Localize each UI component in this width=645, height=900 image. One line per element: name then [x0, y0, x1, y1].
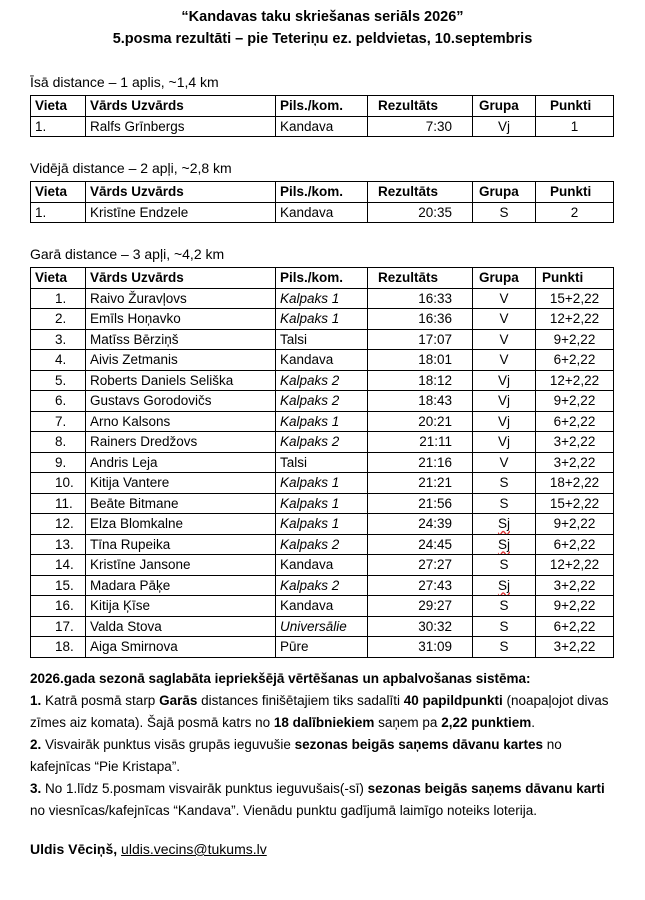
result-cell: 21:11: [368, 432, 473, 453]
column-header: Grupa: [473, 96, 536, 117]
note-3-number: 3.: [30, 781, 42, 796]
points-cell: 15+2,22: [536, 493, 614, 514]
table-header-row: [31, 268, 614, 289]
place-cell: 14.: [31, 555, 86, 576]
name-cell: Aivis Zetmanis: [86, 350, 276, 371]
club-cell: Kalpaks 1: [276, 493, 368, 514]
club-cell: Kandava: [276, 350, 368, 371]
table-row: [31, 493, 614, 514]
group-cell: V: [473, 350, 536, 371]
group-cell: Vj: [473, 432, 536, 453]
table-row: [31, 350, 614, 371]
club-cell: Kandava: [276, 202, 368, 223]
result-cell: 7:30: [368, 116, 473, 137]
name-cell: Elza Blomkalne: [86, 514, 276, 535]
note-1-text-a: Katrā posmā starp: [41, 693, 160, 708]
group-value: Sj: [497, 536, 510, 552]
group-cell: S: [473, 596, 536, 617]
place-cell: 17.: [31, 616, 86, 637]
result-cell: 31:09: [368, 637, 473, 658]
note-1-text-b: Garās: [159, 693, 198, 708]
points-cell: 3+2,22: [536, 432, 614, 453]
table-row: [31, 432, 614, 453]
points-cell: 12+2,22: [536, 370, 614, 391]
table-row: [31, 288, 614, 309]
result-cell: 24:39: [368, 514, 473, 535]
name-cell: Rainers Dredžovs: [86, 432, 276, 453]
club-cell: Pūre: [276, 637, 368, 658]
result-cell: 21:21: [368, 473, 473, 494]
club-cell: Kalpaks 2: [276, 432, 368, 453]
table-row: [31, 452, 614, 473]
note-1: [30, 690, 620, 734]
result-cell: 17:07: [368, 329, 473, 350]
club-cell: Kandava: [276, 555, 368, 576]
medium-distance-table: [30, 181, 614, 223]
long-distance-title: Garā distance – 3 apļi, ~4,2 km: [30, 246, 225, 262]
column-header: Vieta: [31, 268, 86, 289]
note-3-text-c: no viesnīcas/kafejnīcas “Kandava”. Vienādu punktu gadījumā laimīgo noteiks loterija.: [30, 803, 538, 818]
group-cell: Vj: [473, 391, 536, 412]
points-cell: 12+2,22: [536, 555, 614, 576]
column-header: Pils./kom.: [276, 268, 368, 289]
note-1-text-f: 18 dalībniekiem: [273, 715, 375, 730]
name-cell: Kristīne Jansone: [86, 555, 276, 576]
note-1-text-c: distances finišētajiem tiks sadalīti: [197, 693, 404, 708]
place-cell: 11.: [31, 493, 86, 514]
points-cell: 9+2,22: [536, 596, 614, 617]
points-cell: 1: [536, 116, 614, 137]
points-cell: 18+2,22: [536, 473, 614, 494]
name-cell: Kitija Vantere: [86, 473, 276, 494]
name-cell: Aiga Smirnova: [86, 637, 276, 658]
column-header: Vārds Uzvārds: [86, 182, 276, 203]
column-header: Vieta: [31, 96, 86, 117]
table-row: [31, 534, 614, 555]
group-cell: V: [473, 329, 536, 350]
points-cell: 3+2,22: [536, 575, 614, 596]
points-cell: 2: [536, 202, 614, 223]
points-cell: 3+2,22: [536, 637, 614, 658]
group-cell: S: [473, 493, 536, 514]
points-cell: 9+2,22: [536, 329, 614, 350]
club-cell: Kalpaks 2: [276, 391, 368, 412]
place-cell: 1.: [31, 116, 86, 137]
scoring-notes: [30, 668, 620, 822]
place-cell: 10.: [31, 473, 86, 494]
place-cell: 8.: [31, 432, 86, 453]
group-cell: Vj: [473, 370, 536, 391]
table-row: [31, 202, 614, 223]
club-cell: Kandava: [276, 596, 368, 617]
name-cell: Kitija Ķīse: [86, 596, 276, 617]
column-header: Vārds Uzvārds: [86, 268, 276, 289]
name-cell: Ralfs Grīnbergs: [86, 116, 276, 137]
short-distance-title: Īsā distance – 1 aplis, ~1,4 km: [30, 74, 219, 90]
place-cell: 6.: [31, 391, 86, 412]
table-row: [31, 391, 614, 412]
long-distance-table: [30, 267, 614, 658]
notes-heading: 2026.gada sezonā saglabāta iepriekšējā vērtēšanas un apbalvošanas sistēma:: [30, 671, 531, 686]
note-3: [30, 778, 620, 822]
note-1-text-g: saņem pa: [374, 715, 442, 730]
result-cell: 20:21: [368, 411, 473, 432]
note-2-text-c: no kafejnīcas “Pie Kristapa”.: [30, 737, 562, 774]
column-header: Pils./kom.: [276, 96, 368, 117]
table-row: [31, 116, 614, 137]
points-cell: 15+2,22: [536, 288, 614, 309]
author-name: Uldis Vēciņš,: [30, 841, 118, 857]
club-cell: Talsi: [276, 329, 368, 350]
points-cell: 9+2,22: [536, 391, 614, 412]
group-value: Sj: [497, 577, 510, 593]
group-cell: V: [473, 452, 536, 473]
note-2: [30, 734, 620, 778]
place-cell: 16.: [31, 596, 86, 617]
points-cell: 6+2,22: [536, 350, 614, 371]
group-cell: S: [473, 637, 536, 658]
table-header-row: [31, 182, 614, 203]
table-row: [31, 473, 614, 494]
club-cell: Talsi: [276, 452, 368, 473]
note-3-text-b: sezonas beigās saņems dāvanu karti: [367, 781, 605, 796]
place-cell: 15.: [31, 575, 86, 596]
club-cell: Universālie: [276, 616, 368, 637]
note-1-text-d: 40 papildpunkti: [403, 693, 503, 708]
name-cell: Madara Pāķe: [86, 575, 276, 596]
group-cell: S: [473, 202, 536, 223]
table-row: [31, 514, 614, 535]
result-cell: 21:56: [368, 493, 473, 514]
name-cell: Matīss Bērziņš: [86, 329, 276, 350]
group-cell: S: [473, 616, 536, 637]
group-cell: V: [473, 309, 536, 330]
points-cell: 3+2,22: [536, 452, 614, 473]
column-header: Vieta: [31, 182, 86, 203]
place-cell: 2.: [31, 309, 86, 330]
name-cell: Beāte Bitmane: [86, 493, 276, 514]
group-cell: Vj: [473, 116, 536, 137]
result-cell: 24:45: [368, 534, 473, 555]
note-1-number: 1.: [30, 693, 42, 708]
points-cell: 12+2,22: [536, 309, 614, 330]
points-cell: 6+2,22: [536, 616, 614, 637]
group-cell: [473, 514, 536, 535]
table-header-row: [31, 96, 614, 117]
result-cell: 18:12: [368, 370, 473, 391]
column-header: Grupa: [473, 182, 536, 203]
result-cell: 16:36: [368, 309, 473, 330]
column-header: Grupa: [473, 268, 536, 289]
table-row: [31, 637, 614, 658]
place-cell: 5.: [31, 370, 86, 391]
club-cell: Kalpaks 2: [276, 534, 368, 555]
name-cell: Valda Stova: [86, 616, 276, 637]
table-row: [31, 309, 614, 330]
name-cell: Arno Kalsons: [86, 411, 276, 432]
note-1-text-e: (noapaļojot divas zīmes aiz komata). Šajā posmā katrs no: [30, 693, 609, 730]
table-row: [31, 370, 614, 391]
result-cell: 16:33: [368, 288, 473, 309]
club-cell: Kalpaks 1: [276, 288, 368, 309]
note-2-text-a: Visvairāk punktus visās grupās ieguvušie: [41, 737, 295, 752]
result-cell: 18:43: [368, 391, 473, 412]
club-cell: Kandava: [276, 116, 368, 137]
place-cell: 9.: [31, 452, 86, 473]
place-cell: 3.: [31, 329, 86, 350]
column-header: Punkti: [536, 96, 614, 117]
group-cell: V: [473, 288, 536, 309]
name-cell: Gustavs Gorodovičs: [86, 391, 276, 412]
table-row: [31, 329, 614, 350]
result-cell: 30:32: [368, 616, 473, 637]
note-2-text-b: sezonas beigās saņems dāvanu kartes: [294, 737, 544, 752]
result-cell: 21:16: [368, 452, 473, 473]
club-cell: Kalpaks 2: [276, 370, 368, 391]
table-row: [31, 596, 614, 617]
result-cell: 27:27: [368, 555, 473, 576]
place-cell: 13.: [31, 534, 86, 555]
note-3-text-a: No 1.līdz 5.posmam visvairāk punktus ieguvušais(-sī): [41, 781, 368, 796]
points-cell: 9+2,22: [536, 514, 614, 535]
club-cell: Kalpaks 1: [276, 309, 368, 330]
place-cell: 7.: [31, 411, 86, 432]
column-header: Rezultāts: [368, 268, 473, 289]
group-cell: [473, 575, 536, 596]
place-cell: 1.: [31, 202, 86, 223]
table-row: [31, 575, 614, 596]
column-header: Punkti: [536, 268, 614, 289]
column-header: Pils./kom.: [276, 182, 368, 203]
document-subtitle: 5.posma rezultāti – pie Teteriņu ez. peldvietas, 10.septembris: [112, 31, 533, 47]
club-cell: Kalpaks 1: [276, 411, 368, 432]
note-1-text-i: .: [531, 715, 535, 730]
group-cell: S: [473, 473, 536, 494]
group-cell: S: [473, 555, 536, 576]
place-cell: 4.: [31, 350, 86, 371]
place-cell: 18.: [31, 637, 86, 658]
author-email-link[interactable]: uldis.vecins@tukums.lv: [121, 841, 267, 857]
author-signature: [30, 841, 267, 857]
points-cell: 6+2,22: [536, 534, 614, 555]
short-distance-table: [30, 95, 614, 137]
points-cell: 6+2,22: [536, 411, 614, 432]
column-header: Vārds Uzvārds: [86, 96, 276, 117]
medium-distance-title: Vidējā distance – 2 apļi, ~2,8 km: [30, 160, 232, 176]
club-cell: Kalpaks 1: [276, 514, 368, 535]
column-header: Rezultāts: [368, 182, 473, 203]
column-header: Punkti: [536, 182, 614, 203]
name-cell: Roberts Daniels Seliška: [86, 370, 276, 391]
name-cell: Kristīne Endzele: [86, 202, 276, 223]
table-row: [31, 555, 614, 576]
club-cell: Kalpaks 1: [276, 473, 368, 494]
group-cell: Vj: [473, 411, 536, 432]
name-cell: Tīna Rupeika: [86, 534, 276, 555]
note-1-text-h: 2,22 punktiem: [441, 715, 532, 730]
name-cell: Andris Leja: [86, 452, 276, 473]
club-cell: Kalpaks 2: [276, 575, 368, 596]
note-2-number: 2.: [30, 737, 42, 752]
result-cell: 18:01: [368, 350, 473, 371]
document-title: “Kandavas taku skriešanas seriāls 2026”: [181, 9, 464, 25]
column-header: Rezultāts: [368, 96, 473, 117]
table-row: [31, 616, 614, 637]
table-row: [31, 411, 614, 432]
name-cell: Raivo Žuravļovs: [86, 288, 276, 309]
group-value: Sj: [497, 516, 510, 532]
group-cell: [473, 534, 536, 555]
result-cell: 27:43: [368, 575, 473, 596]
name-cell: Emīls Hoņavko: [86, 309, 276, 330]
result-cell: 20:35: [368, 202, 473, 223]
result-cell: 29:27: [368, 596, 473, 617]
place-cell: 12.: [31, 514, 86, 535]
place-cell: 1.: [31, 288, 86, 309]
